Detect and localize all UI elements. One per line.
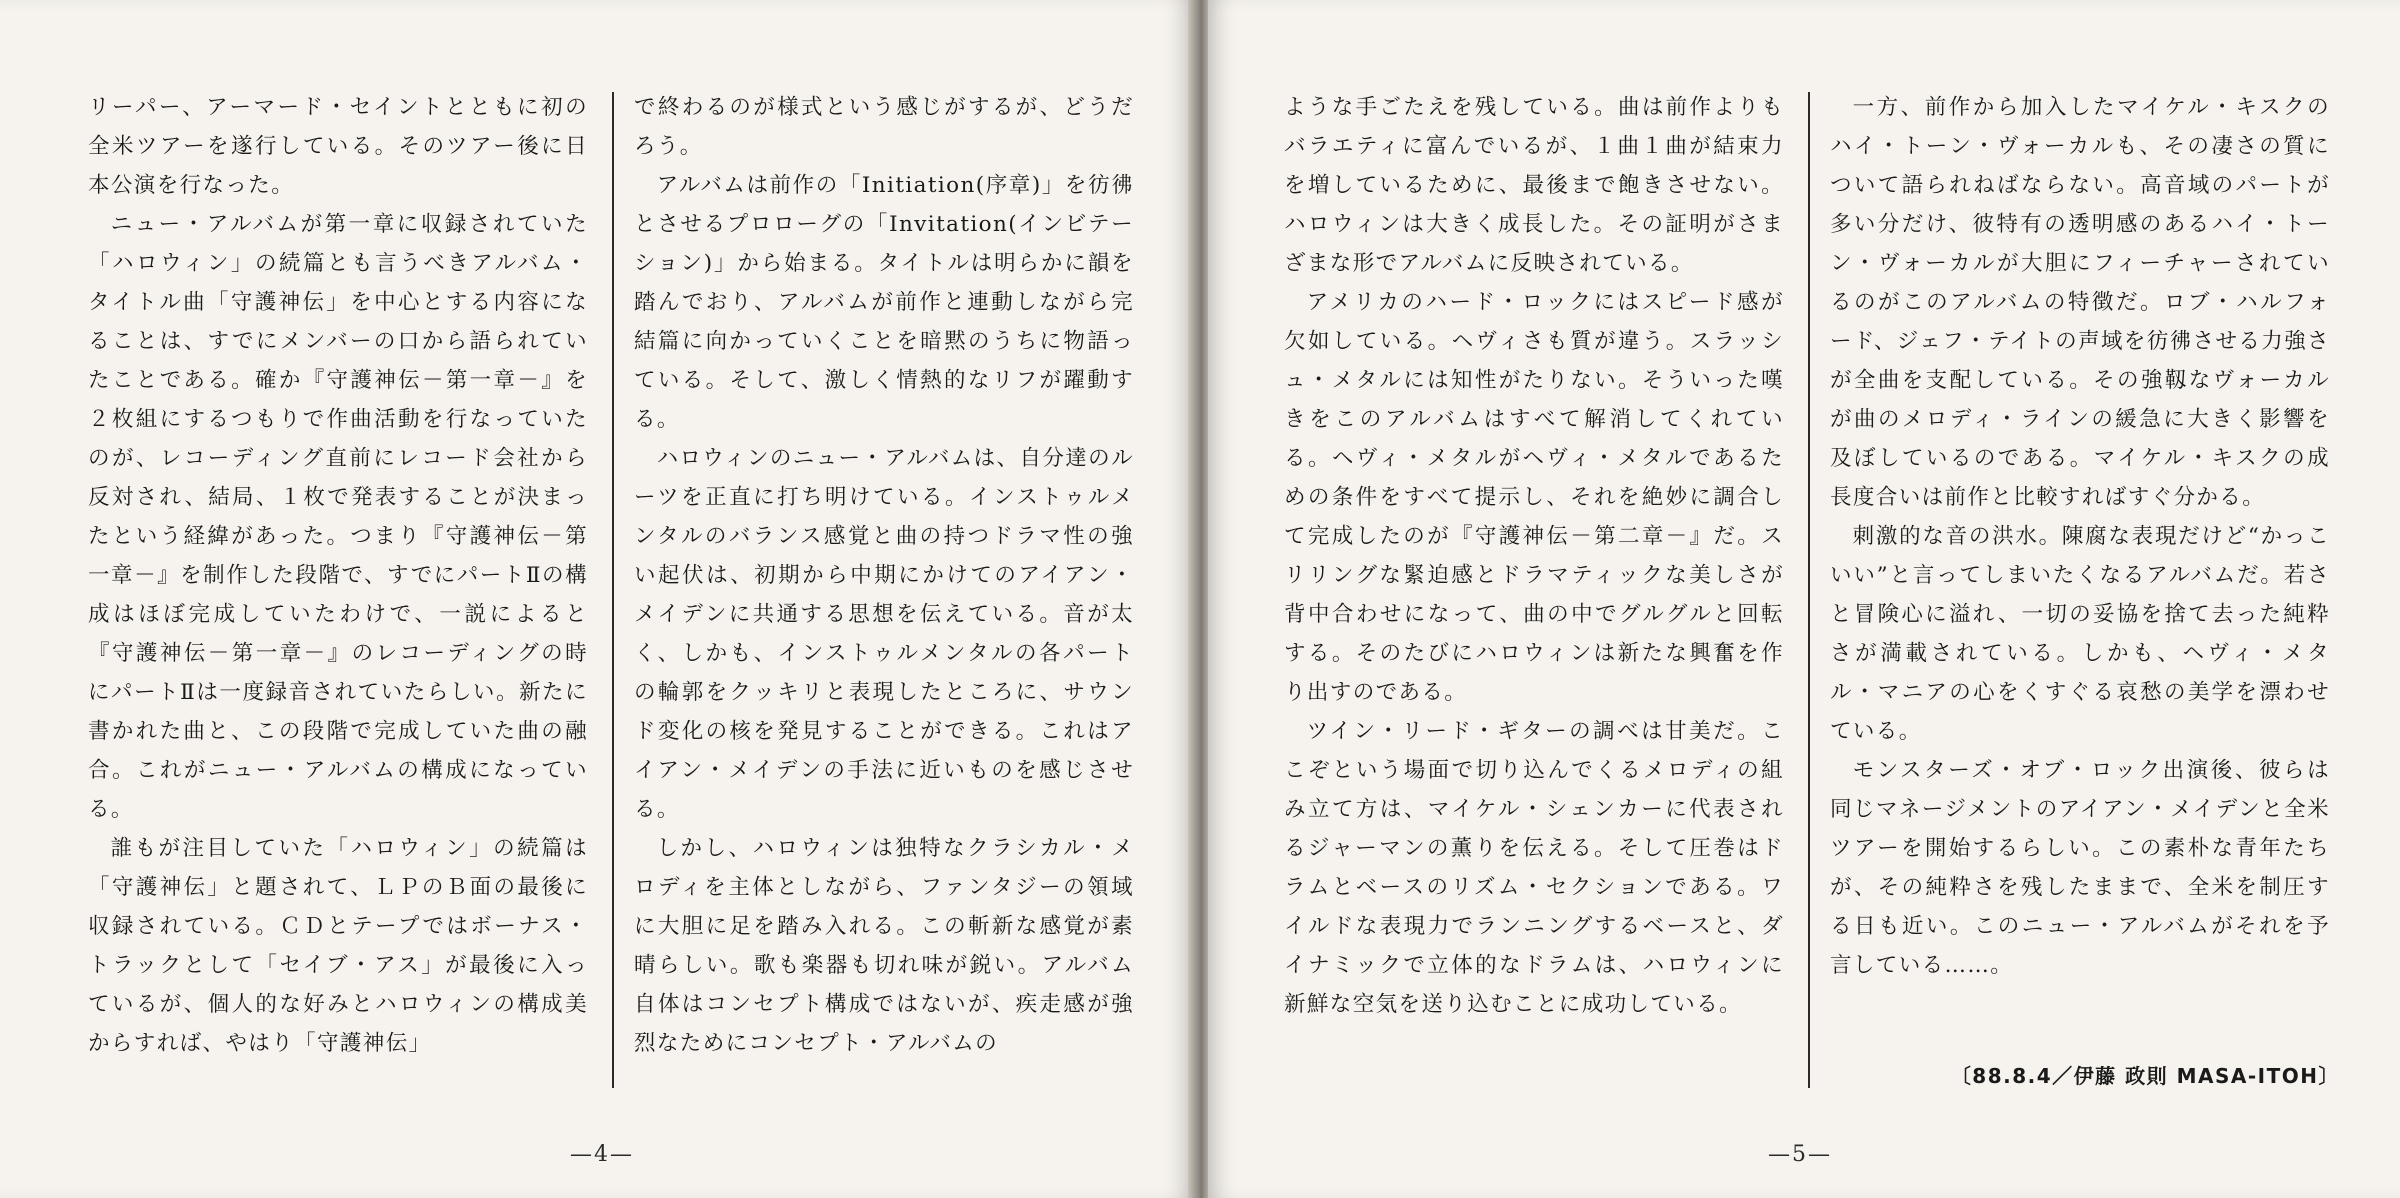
paragraph: で終わるのが様式という感じがするが、どうだろう。 [634,95,1134,159]
left-page [0,0,1192,1198]
paragraph: 一方、前作から加入したマイケル・キスクのハイ・トーン・ヴォーカルも、その凄さの質について語られねばならない。高音域のパートが多い分だけ、彼特有の透明感のあるハイ・トーン・ヴォーカルが大胆にフィーチャーされているのがこのアルバムの特徴だ。ロブ・ハルフォード、ジェフ・テイトの声域を彷彿させる力強さが全曲を支配している。その強靱なヴォーカルが曲のメロディ・ラインの緩急に大きく影響を及ぼしているのである。マイケル・キスクの成長度合いは前作と比較すればすぐ分かる。 [1830,95,2330,510]
right-page [1208,0,2400,1198]
page-number: —5— [1768,1142,1832,1167]
paragraph: ハロウィンのニュー・アルバムは、自分達のルーツを正直に打ち明けている。インストゥルメンタルのバランス感覚と曲の持つドラマ性の強い起伏は、初期から中期にかけてのアイアン・メイデンに共通する思想を伝えている。音が太く、しかも、インストゥルメンタルの各パートの輪郭をクッキリと表現したところに、サウンド変化の核を発見することができる。これはアイアン・メイデンの手法に近いものを感じさせる。 [634,446,1134,822]
paragraph: ような手ごたえを残している。曲は前作よりもバラエティに富んでいるが、１曲１曲が結束力を増しているために、最後まで飽きさせない。ハロウィンは大きく成長した。その証明がさまざまな形でアルバムに反映されている。 [1284,95,1784,276]
column-divider [612,92,614,1088]
paragraph: 誰もが注目していた「ハロウィン」の続篇は「守護神伝」と題されて、ＬＰのＢ面の最後に収録されている。ＣＤとテープではボーナス・トラックとして「セイブ・アス」が最後に入っているが、個人的な好みとハロウィンの構成美からすれば、やはり「守護神伝」 [88,836,588,1056]
right-column-2 [1830,88,2330,985]
right-column-1 [1284,88,1784,1024]
page-number: —4— [570,1142,634,1167]
paragraph: アメリカのハード・ロックにはスピード感が欠如している。ヘヴィさも質が違う。スラッシュ・メタルには知性がたりない。そういった嘆きをこのアルバムはすべて解消してくれている。ヘヴィ・メタルがヘヴィ・メタルであるための条件をすべて提示し、それを絶妙に調合して完成したのが『守護神伝－第二章－』だ。スリリングな緊迫感とドラマティックな美しさが背中合わせになって、曲の中でグルグルと回転する。そのたびにハロウィンは新たな興奮を作り出すのである。 [1284,290,1784,705]
paragraph: しかし、ハロウィンは独特なクラシカル・メロディを主体としながら、ファンタジーの領域に大胆に足を踏み入れる。この斬新な感覚が素晴らしい。歌も楽器も切れ味が鋭い。アルバム自体はコンセプト構成ではないが、疾走感が強烈なためにコンセプト・アルバムの [634,836,1134,1056]
column-divider [1808,92,1810,1088]
left-column-2 [634,88,1134,1063]
paragraph: モンスターズ・オブ・ロック出演後、彼らは同じマネージメントのアイアン・メイデンと全米ツアーを開始するらしい。この素朴な青年たちが、その純粋さを残したままで、全米を制圧する日も近い。このニュー・アルバムがそれを予言している……。 [1830,758,2330,978]
author-signature: 〔88.8.4／伊藤 政則 MASA-ITOH〕 [1950,1064,2340,1088]
left-column-1 [88,88,588,1063]
paragraph: アルバムは前作の「Initiation(序章)」を彷彿とさせるプロローグの「Invitation(インビテーション)」から始まる。タイトルは明らかに韻を踏んでおり、アルバムが前作と連動しながら完結篇に向かっていくことを暗黙のうちに物語っている。そして、激しく情熱的なリフが躍動する。 [634,173,1134,432]
paragraph: リーパー、アーマード・セイントとともに初の全米ツアーを遂行している。そのツアー後に日本公演を行なった。 [88,95,588,198]
paragraph: 刺激的な音の洪水。陳腐な表現だけど“かっこいい”と言ってしまいたくなるアルバムだ。若さと冒険心に溢れ、一切の妥協を捨て去った純粋さが満載されている。しかも、ヘヴィ・メタル・マニアの心をくすぐる哀愁の美学を漂わせている。 [1830,524,2330,744]
paragraph: ツイン・リード・ギターの調べは甘美だ。ここぞという場面で切り込んでくるメロディの組み立て方は、マイケル・シェンカーに代表されるジャーマンの薫りを伝える。そして圧巻はドラムとベースのリズム・セクションである。ワイルドな表現力でランニングするベースと、ダイナミックで立体的なドラムは、ハロウィンに新鮮な空気を送り込むことに成功している。 [1284,719,1784,1017]
paragraph: ニュー・アルバムが第一章に収録されていた「ハロウィン」の続篇とも言うべきアルバム・タイトル曲「守護神伝」を中心とする内容になることは、すでにメンバーの口から語られていたことである。確か『守護神伝－第一章－』を２枚組にするつもりで作曲活動を行なっていたのが、レコーディング直前にレコード会社から反対され、結局、１枚で発表することが決まったという経緯があった。つまり『守護神伝－第一章－』を制作した段階で、すでにパートⅡの構成はほぼ完成していたわけで、一説によると『守護神伝－第一章－』のレコーディングの時にパートⅡは一度録音されていたらしい。新たに書かれた曲と、この段階で完成していた曲の融合。これがニュー・アルバムの構成になっている。 [88,212,588,822]
